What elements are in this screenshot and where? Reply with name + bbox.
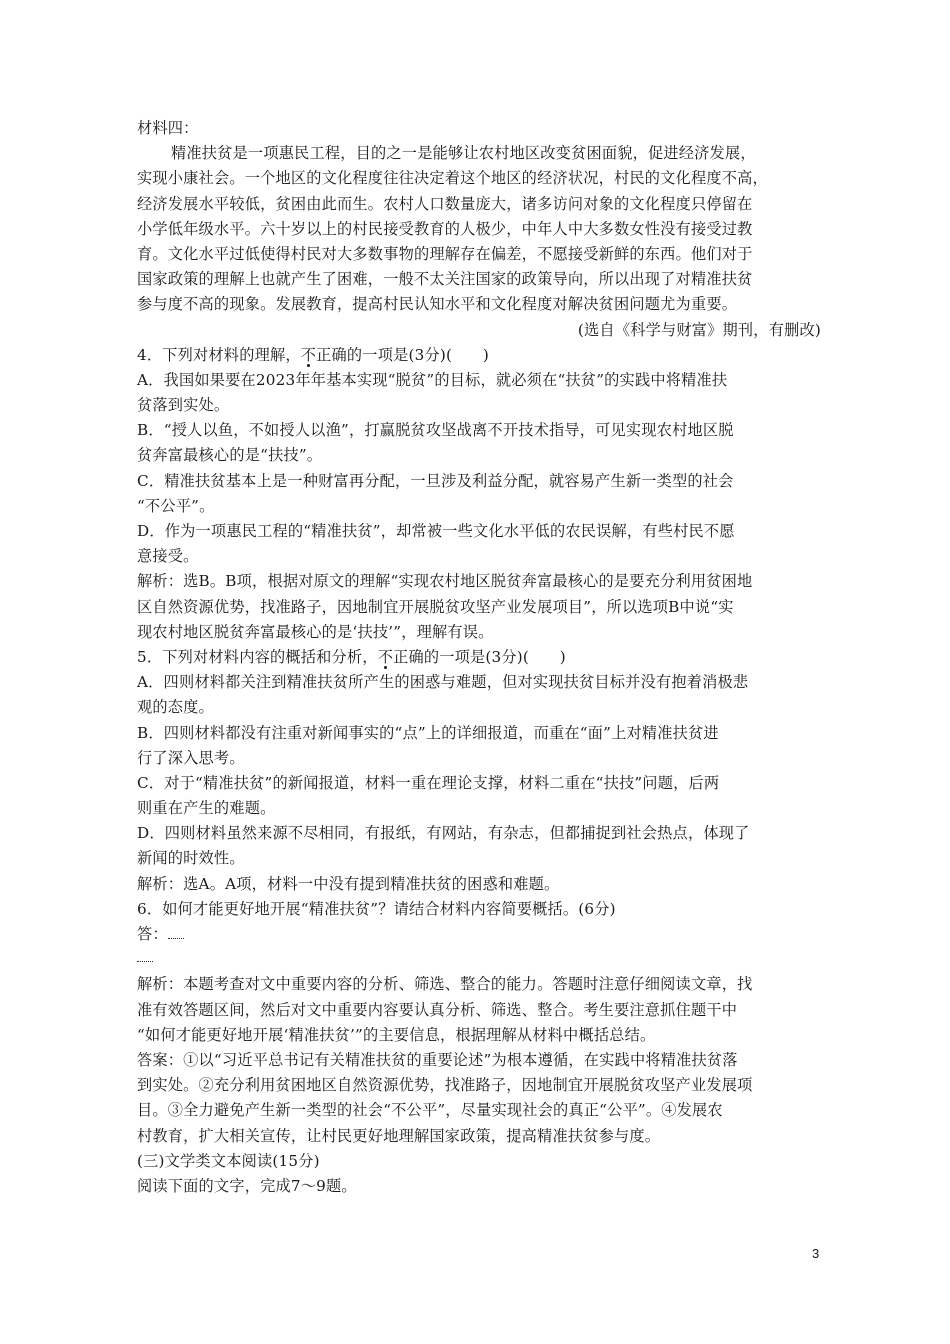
q4-analysis: 解析：选B。B项，根据对原文的理解“实现农村地区脱贫奔富最核心的是要充分利用贫困地 <box>137 572 753 591</box>
q4-option-c-cont: “不公平”。 <box>137 496 215 515</box>
page-number: 3 <box>812 1246 820 1261</box>
q5-option-d-cont: 新闻的时效性。 <box>137 849 245 868</box>
q5-option-a-cont: 观的态度。 <box>137 698 214 717</box>
q6-answer-field[interactable] <box>137 922 827 947</box>
material-para-line: 国家政策的理解上也就产生了困难，一般不太关注国家的政策导向，所以出现了对精准扶贫 <box>137 270 753 289</box>
answer-blank-line[interactable] <box>137 947 827 972</box>
q5-analysis: 解析：选A。A项，材料一中没有提到精准扶贫的困惑和难题。 <box>137 874 560 893</box>
material-source: (选自《科学与财富》期刊，有删改) <box>577 320 821 339</box>
material-para-line: 精准扶贫是一项惠民工程，目的之一是能够让农村地区改变贫困面貌，促进经济发展， <box>171 144 756 163</box>
q6-answer-label: 答： <box>137 925 168 943</box>
answer-blank <box>168 924 184 939</box>
section-instruction: 阅读下面的文字，完成7～9题。 <box>137 1176 357 1195</box>
q4-option-a: A．我国如果要在2023年年基本实现“脱贫”的目标，就必须在“扶贫”的实践中将精准扶 <box>137 370 728 389</box>
q4-option-d: D．作为一项惠民工程的“精准扶贫”，却常被一些文化水平低的农民误解，有些村民不愿 <box>137 522 735 540</box>
q5-option-d: D．四则材料虽然来源不尽相同，有报纸，有网站，有杂志，但都捕捉到社会热点，体现了 <box>137 824 750 843</box>
q6-answer: 答案：①以“习近平总书记有关精准扶贫的重要论述”为根本遵循，在实践中将精准扶贫落 <box>137 1050 738 1069</box>
q5-option-b: B．四则材料都没有注重对新闻事实的“点”上的详细报道，而重在“面”上对精准扶贫进 <box>137 723 719 742</box>
material-heading: 材料四： <box>137 119 199 137</box>
q4-option-b-cont: 贫奔富最核心的是“扶技”。 <box>137 446 323 465</box>
q5-option-c-cont: 则重在产生的难题。 <box>137 799 276 818</box>
q4-option-d-cont: 意接受。 <box>137 547 199 566</box>
section-title: (三)文学类文本阅读(15分) <box>137 1151 320 1170</box>
q4-analysis: 现农村地区脱贫奔富最核心的是‘扶技’”，理解有误。 <box>137 622 494 641</box>
q6-analysis: 解析：本题考查对文中重要内容的分析、筛选、整合的能力。答题时注意仔细阅读文章，找 <box>137 975 753 994</box>
q4-option-b: B．“授人以鱼，不如授人以渔”，打赢脱贫攻坚战离不开技术指导，可见实现农村地区脱 <box>137 421 734 440</box>
q6-analysis: 准有效答题区间，然后对文中重要内容要认真分析、筛选、整合。考生要注意抓住题干中 <box>137 1000 738 1019</box>
q6-analysis: “如何才能更好地开展‘精准扶贫’”的主要信息，根据理解从材料中概括总结。 <box>137 1025 656 1044</box>
q5-option-b-cont: 行了深入思考。 <box>137 748 245 767</box>
material-para-line: 实现小康社会。一个地区的文化程度往往决定着这个地区的经济状况，村民的文化程度不高， <box>137 169 768 188</box>
material-para-line: 经济发展水平较低，贫困由此而生。农村人口数量庞大，诸多访问对象的文化程度只停留在 <box>137 194 753 213</box>
q6-answer: 村教育，扩大相关宣传，让村民更好地理解国家政策，提高精准扶贫参与度。 <box>137 1126 661 1145</box>
q6-answer: 目。③全力避免产生新一类型的社会“不公平”，尽量实现社会的真正“公平”。④发展农 <box>137 1101 723 1120</box>
q4-analysis: 区自然资源优势，找准路子，因地制宜开展脱贫攻坚产业发展项目”，所以选项B中说“实 <box>137 597 734 616</box>
question-5-stem: 5．下列对材料内容的概括和分析，不正确的一项是(3分)( ) <box>137 647 566 666</box>
q5-option-a: A．四则材料都关注到精准扶贫所产生的困惑与难题，但对实现扶贫目标并没有抱着消极悲 <box>137 673 749 692</box>
q4-option-a-cont: 贫落到实处。 <box>137 396 230 415</box>
q5-option-c: C．对于“精准扶贫”的新闻报道，材料一重在理论支撑，材料二重在“扶技”问题，后两 <box>137 773 720 792</box>
material-para-line: 参与度不高的现象。发展教育，提高村民认知水平和文化程度对解决贫困问题尤为重要。 <box>137 295 738 314</box>
q6-answer: 到实处。②充分利用贫困地区自然资源优势，找准路子，因地制宜开展脱贫攻坚产业发展项 <box>137 1076 753 1095</box>
material-para-line: 育。文化水平过低使得村民对大多数事物的理解存在偏差，不愿接受新鲜的东西。他们对于 <box>137 244 753 263</box>
question-4-stem: 4．下列对材料的理解，不正确的一项是(3分)( ) <box>137 345 489 364</box>
document-body <box>137 116 827 1199</box>
question-6-stem: 6．如何才能更好地开展“精准扶贫”？请结合材料内容简要概括。(6分) <box>137 899 616 918</box>
q4-option-c: C．精准扶贫基本上是一种财富再分配，一旦涉及利益分配，就容易产生新一类型的社会 <box>137 471 734 490</box>
material-para-line: 小学低年级水平。六十岁以上的村民接受教育的人极少，中年人中大多数女性没有接受过教 <box>137 219 753 238</box>
